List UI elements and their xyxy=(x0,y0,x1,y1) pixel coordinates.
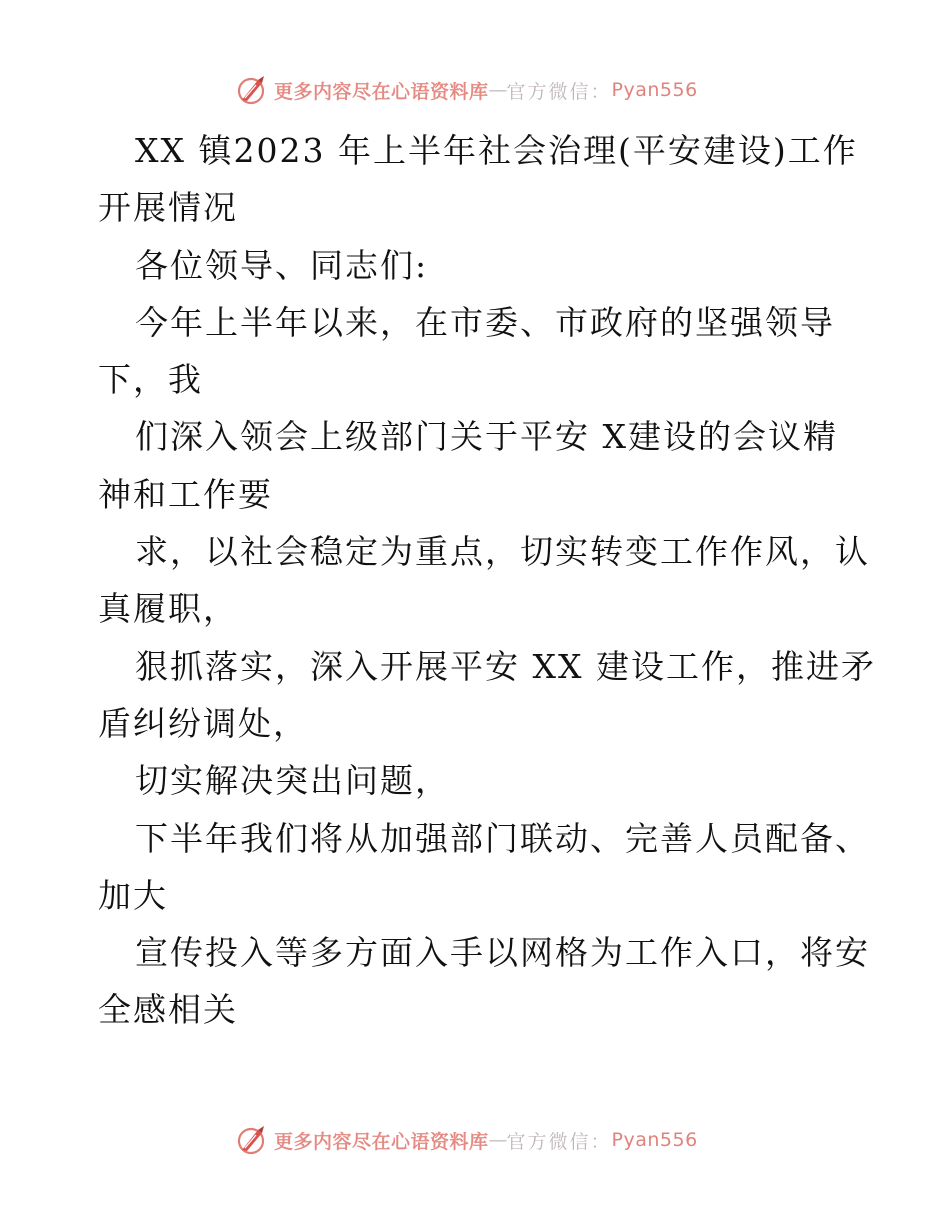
banner-wechat-id: Pyan556 xyxy=(611,79,698,101)
paragraph-line: 切实解决突出问题， xyxy=(135,761,450,801)
paragraph-line: 狠抓落实，深入开展平安 XX 建设工作，推进矛 xyxy=(135,646,876,686)
footer-watermark-banner xyxy=(236,1122,698,1158)
banner-brand-text: 更多内容尽在心语资料库 xyxy=(274,1130,489,1153)
paragraph-line: 神和工作要 xyxy=(98,474,273,514)
banner-wechat-label: 官方微信： xyxy=(506,1130,612,1153)
document-body xyxy=(98,122,876,1039)
banner-wechat-id: Pyan556 xyxy=(611,1129,698,1151)
paragraph-line: 盾纠纷调处， xyxy=(98,703,308,743)
header-watermark-banner xyxy=(236,72,698,108)
quill-pen-logo-icon xyxy=(236,1124,268,1156)
paragraph-line: 今年上半年以来，在市委、市政府的坚强领导 xyxy=(135,302,835,342)
paragraph-line: 全感相关 xyxy=(98,990,238,1030)
paragraph-line: 们深入领会上级部门关于平安 X建设的会议精 xyxy=(135,417,838,457)
title-line-1: XX 镇2023 年上半年社会治理(平安建设)工作 xyxy=(135,131,858,170)
salutation-line: 各位领导、同志们: xyxy=(135,245,429,285)
quill-pen-logo-icon xyxy=(236,74,268,106)
banner-brand-text: 更多内容尽在心语资料库 xyxy=(274,80,489,103)
banner-separator: — xyxy=(488,1129,507,1151)
banner-wechat-label: 官方微信： xyxy=(506,80,612,103)
banner-separator: — xyxy=(488,79,507,101)
paragraph-line: 下半年我们将从加强部门联动、完善人员配备、 xyxy=(135,818,870,858)
paragraph-line: 宣传投入等多方面入手以网格为工作入口，将安 xyxy=(135,933,870,973)
paragraph-line: 真履职， xyxy=(98,589,238,629)
paragraph-line: 求，以社会稳定为重点，切实转变工作作风，认 xyxy=(135,532,870,572)
paragraph-line: 加大 xyxy=(98,875,168,915)
title-line-2: 开展情况 xyxy=(98,188,238,228)
paragraph-line: 下，我 xyxy=(98,360,203,400)
